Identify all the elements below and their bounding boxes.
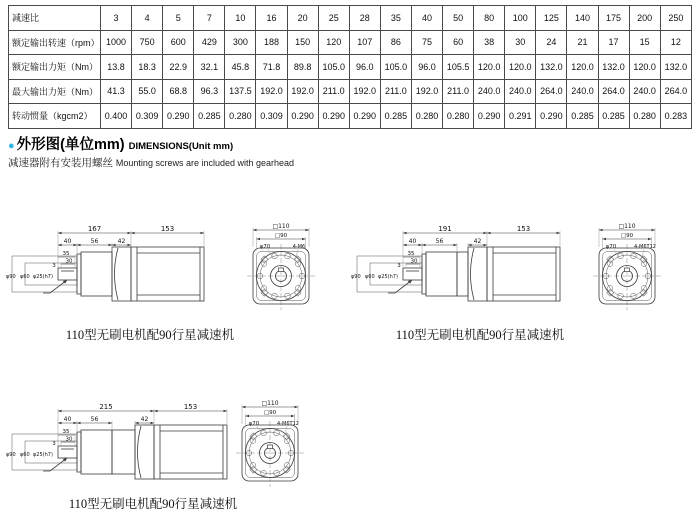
- table-cell: 264.0: [598, 79, 629, 104]
- table-cell: 120.0: [567, 55, 598, 80]
- dimension-drawing-1: [0, 190, 350, 340]
- table-cell: 15: [629, 30, 660, 55]
- table-cell: 13.8: [101, 55, 132, 80]
- dimensions-section-heading: [8, 133, 294, 170]
- table-cell: 192.0: [411, 79, 442, 104]
- svg-text:3: 3: [397, 263, 401, 269]
- table-cell: 107: [349, 30, 380, 55]
- table-cell: 192.0: [349, 79, 380, 104]
- svg-text:56: 56: [90, 416, 99, 424]
- table-cell: 132.0: [536, 55, 567, 80]
- table-cell: 200: [629, 6, 660, 31]
- svg-text:φ90: φ90: [6, 452, 16, 458]
- table-cell: 240.0: [474, 79, 505, 104]
- table-cell: 240.0: [567, 79, 598, 104]
- table-cell: 175: [598, 6, 629, 31]
- table-cell: 38: [474, 30, 505, 55]
- table-cell: 68.8: [163, 79, 194, 104]
- table-cell: 3: [101, 6, 132, 31]
- svg-text:φ90: φ90: [351, 274, 361, 280]
- svg-text:4-M6T12: 4-M6T12: [277, 421, 299, 427]
- table-cell: 240.0: [505, 79, 536, 104]
- table-cell: 0.285: [567, 104, 598, 129]
- svg-text:153: 153: [516, 225, 531, 234]
- svg-text:3: 3: [52, 441, 56, 447]
- table-cell: 45.8: [225, 55, 256, 80]
- table-cell: 86: [380, 30, 411, 55]
- table-cell: 105.5: [443, 55, 474, 80]
- svg-text:191: 191: [438, 225, 452, 234]
- svg-text:φ70: φ70: [605, 244, 617, 250]
- table-cell: 264.0: [536, 79, 567, 104]
- table-cell: 40: [411, 6, 442, 31]
- svg-text:3: 3: [52, 263, 56, 269]
- table-cell: 0.290: [474, 104, 505, 129]
- table-cell: 24: [536, 30, 567, 55]
- table-cell: 0.285: [194, 104, 225, 129]
- table-cell: 264.0: [660, 79, 691, 104]
- table-cell: 0.290: [536, 104, 567, 129]
- table-row: [9, 79, 692, 104]
- table-cell: 0.280: [629, 104, 660, 129]
- table-cell: 75: [411, 30, 442, 55]
- svg-text:φ90: φ90: [6, 274, 16, 280]
- table-cell: 55.0: [132, 79, 163, 104]
- table-cell: 28: [349, 6, 380, 31]
- drawing-caption-1: 110型无刷电机配90行星减速机: [65, 328, 235, 342]
- svg-text:40: 40: [63, 416, 72, 424]
- row-header: 减速比: [9, 6, 101, 31]
- table-cell: 188: [256, 30, 287, 55]
- section-title-en: DIMENSIONS(Unit mm): [128, 141, 234, 152]
- table-cell: 96.0: [349, 55, 380, 80]
- table-cell: 71.8: [256, 55, 287, 80]
- table-cell: 140: [567, 6, 598, 31]
- table-cell: 0.290: [287, 104, 318, 129]
- svg-text:□90: □90: [263, 410, 277, 417]
- svg-text:42: 42: [117, 238, 126, 246]
- table-cell: 50: [443, 6, 474, 31]
- svg-text:φ70: φ70: [259, 244, 271, 250]
- table-cell: 89.8: [287, 55, 318, 80]
- table-cell: 211.0: [380, 79, 411, 104]
- section-title-line: [8, 133, 294, 154]
- table-cell: 0.283: [660, 104, 691, 129]
- table-row: [9, 30, 692, 55]
- svg-text:153: 153: [160, 225, 175, 234]
- svg-text:42: 42: [473, 238, 482, 246]
- table-cell: 60: [443, 30, 474, 55]
- svg-text:4-M6T12: 4-M6T12: [634, 244, 656, 250]
- table-cell: 0.290: [163, 104, 194, 129]
- table-cell: 7: [194, 6, 225, 31]
- row-header: 额定输出力矩（Nm）: [9, 55, 101, 80]
- table-cell: 22.9: [163, 55, 194, 80]
- section-bullet-icon: ●: [8, 140, 15, 152]
- svg-text:□110: □110: [618, 223, 636, 231]
- table-row: [9, 6, 692, 31]
- spec-table-body: [9, 6, 692, 129]
- table-cell: 120: [318, 30, 349, 55]
- table-cell: 18.3: [132, 55, 163, 80]
- svg-text:□110: □110: [261, 400, 279, 408]
- table-cell: 0.400: [101, 104, 132, 129]
- svg-text:56: 56: [435, 238, 444, 246]
- table-cell: 120.0: [474, 55, 505, 80]
- table-cell: 17: [598, 30, 629, 55]
- drawing-caption-3: 110型无刷电机配90行星减速机: [68, 497, 238, 511]
- table-cell: 120.0: [629, 55, 660, 80]
- table-cell: 105.0: [318, 55, 349, 80]
- svg-text:30: 30: [410, 258, 418, 265]
- table-cell: 600: [163, 30, 194, 55]
- section-subtitle-line: [8, 155, 294, 170]
- svg-text:35: 35: [407, 251, 415, 257]
- table-cell: 250: [660, 6, 691, 31]
- table-cell: 137.5: [225, 79, 256, 104]
- row-header: 最大输出力矩（Nm）: [9, 79, 101, 104]
- table-cell: 0.280: [411, 104, 442, 129]
- svg-text:φ25(h7): φ25(h7): [33, 274, 53, 280]
- table-cell: 150: [287, 30, 318, 55]
- table-cell: 1000: [101, 30, 132, 55]
- table-cell: 21: [567, 30, 598, 55]
- svg-text:φ60: φ60: [20, 452, 30, 458]
- table-cell: 5: [163, 6, 194, 31]
- table-cell: 120.0: [505, 55, 536, 80]
- dimension-drawing-2: [350, 190, 700, 340]
- svg-text:φ25(h7): φ25(h7): [33, 452, 53, 458]
- section-subtitle-zh: 减速器附有安装用螺丝: [8, 157, 113, 169]
- table-cell: 211.0: [443, 79, 474, 104]
- table-cell: 0.280: [443, 104, 474, 129]
- table-cell: 0.309: [132, 104, 163, 129]
- svg-text:35: 35: [62, 429, 70, 435]
- table-cell: 192.0: [256, 79, 287, 104]
- svg-text:φ25(h7): φ25(h7): [378, 274, 398, 280]
- table-cell: 0.290: [318, 104, 349, 129]
- svg-text:□90: □90: [274, 233, 288, 240]
- section-title-zh: 外形图(单位mm): [16, 137, 125, 153]
- svg-text:42: 42: [140, 416, 149, 424]
- table-cell: 105.0: [380, 55, 411, 80]
- table-cell: 0.290: [349, 104, 380, 129]
- table-cell: 35: [380, 6, 411, 31]
- table-cell: 4: [132, 6, 163, 31]
- table-cell: 429: [194, 30, 225, 55]
- table-cell: 96.3: [194, 79, 225, 104]
- table-cell: 300: [225, 30, 256, 55]
- drawing-caption-2: 110型无刷电机配90行星减速机: [395, 328, 565, 342]
- table-cell: 0.285: [380, 104, 411, 129]
- svg-text:215: 215: [99, 403, 113, 412]
- svg-text:40: 40: [408, 238, 417, 246]
- svg-text:35: 35: [62, 251, 70, 257]
- table-cell: 0.280: [225, 104, 256, 129]
- table-cell: 12: [660, 30, 691, 55]
- svg-text:40: 40: [63, 238, 72, 246]
- spec-table: [8, 5, 692, 129]
- table-cell: 41.3: [101, 79, 132, 104]
- table-cell: 132.0: [598, 55, 629, 80]
- svg-text:30: 30: [65, 258, 73, 265]
- table-cell: 80: [474, 6, 505, 31]
- svg-text:167: 167: [87, 225, 102, 234]
- table-cell: 16: [256, 6, 287, 31]
- table-cell: 100: [505, 6, 536, 31]
- table-cell: 0.309: [256, 104, 287, 129]
- table-cell: 132.0: [660, 55, 691, 80]
- table-cell: 750: [132, 30, 163, 55]
- table-cell: 20: [287, 6, 318, 31]
- row-header: 额定输出转速（rpm）: [9, 30, 101, 55]
- svg-text:56: 56: [90, 238, 99, 246]
- table-cell: 0.285: [598, 104, 629, 129]
- table-cell: 240.0: [629, 79, 660, 104]
- svg-text:φ60: φ60: [20, 274, 30, 280]
- svg-text:30: 30: [65, 436, 73, 443]
- table-row: [9, 55, 692, 80]
- table-cell: 125: [536, 6, 567, 31]
- table-cell: 32.1: [194, 55, 225, 80]
- table-cell: 211.0: [318, 79, 349, 104]
- row-header: 转动惯量（kgcm2）: [9, 104, 101, 129]
- svg-text:□90: □90: [620, 233, 634, 240]
- svg-text:□110: □110: [272, 223, 290, 231]
- svg-text:153: 153: [183, 403, 198, 412]
- table-cell: 25: [318, 6, 349, 31]
- svg-text:4-M6: 4-M6: [292, 244, 306, 250]
- table-cell: 192.0: [287, 79, 318, 104]
- table-cell: 96.0: [411, 55, 442, 80]
- table-cell: 30: [505, 30, 536, 55]
- table-cell: 0.291: [505, 104, 536, 129]
- table-cell: 10: [225, 6, 256, 31]
- svg-text:φ70: φ70: [248, 421, 260, 427]
- svg-text:φ60: φ60: [365, 274, 375, 280]
- table-row: [9, 104, 692, 129]
- section-subtitle-en: Mounting screws are included with gearhead: [115, 158, 295, 168]
